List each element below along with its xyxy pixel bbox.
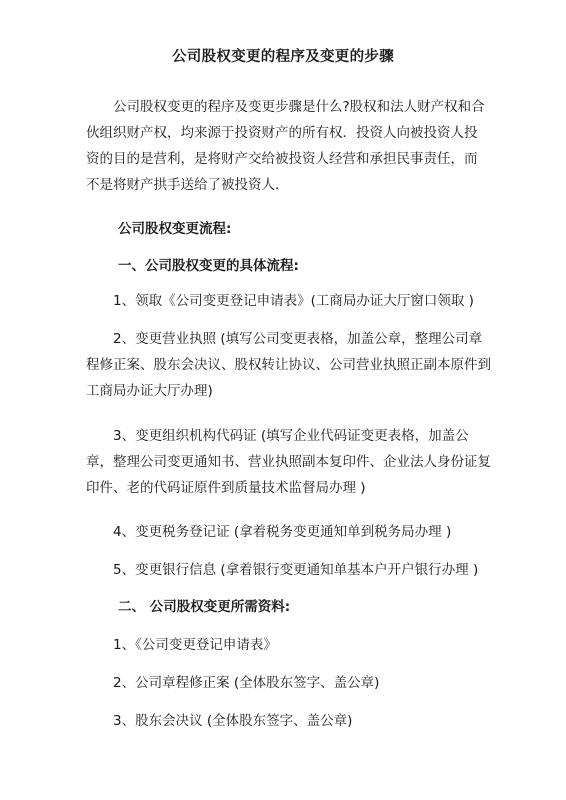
section-heading-two: 二、 公司股权变更所需资料:: [118, 599, 291, 615]
step-item-4: [86, 519, 506, 545]
section-heading-flow: 公司股权变更流程:: [118, 221, 232, 237]
material-item-1: [86, 632, 506, 658]
step-item-3: [86, 423, 494, 501]
step-text-4: 4、变更税务登记证 (拿着税务变更通知单到税务局办理 ): [113, 524, 452, 540]
material-item-2: [86, 670, 506, 696]
intro-text: 公司股权变更的程序及变更步骤是什么?股权和法人财产权和合伙组织财产权，均来源于投资财产的所有权．投资人向被投资人投资的目的是营利，是将财产交给被投资人经营和承担民事责任，而不是将财产拱手送给了被投资人．: [86, 99, 485, 193]
step-text-3: 3、变更组织机构代码证 (填写企业代码证变更表格，加盖公章，整理公司变更通知书、营业执照副本复印件、企业法人身份证复印件、老的代码证原件到质量技术监督局办理 ): [86, 428, 491, 496]
material-text-2: 2、公司章程修正案 (全体股东签字、盖公章): [113, 675, 380, 691]
step-item-1: [86, 288, 506, 314]
material-item-3: [86, 708, 506, 734]
step-text-5: 5、变更银行信息 (拿着银行变更通知单基本户开户银行办理 ): [113, 562, 479, 578]
material-text-3: 3、股东会决议 (全体股东签字、盖公章): [113, 713, 353, 729]
page-title: 公司股权变更的程序及变更的步骤: [172, 49, 394, 65]
section-heading-one: 一、公司股权变更的具体流程:: [118, 258, 299, 274]
step-item-2: [86, 326, 494, 404]
intro-paragraph: [86, 94, 486, 198]
step-item-5: [86, 557, 506, 583]
material-text-1: 1、《公司变更登记申请表》: [113, 637, 277, 653]
step-text-2: 2、变更营业执照 (填写公司变更表格，加盖公章，整理公司章程修正案、股东会决议、股权转让协议、公司营业执照正副本原件到工商局办证大厅办理): [86, 331, 491, 399]
step-text-1: 1、领取《公司变更登记申请表》(工商局办证大厅窗口领取 ): [113, 293, 474, 309]
